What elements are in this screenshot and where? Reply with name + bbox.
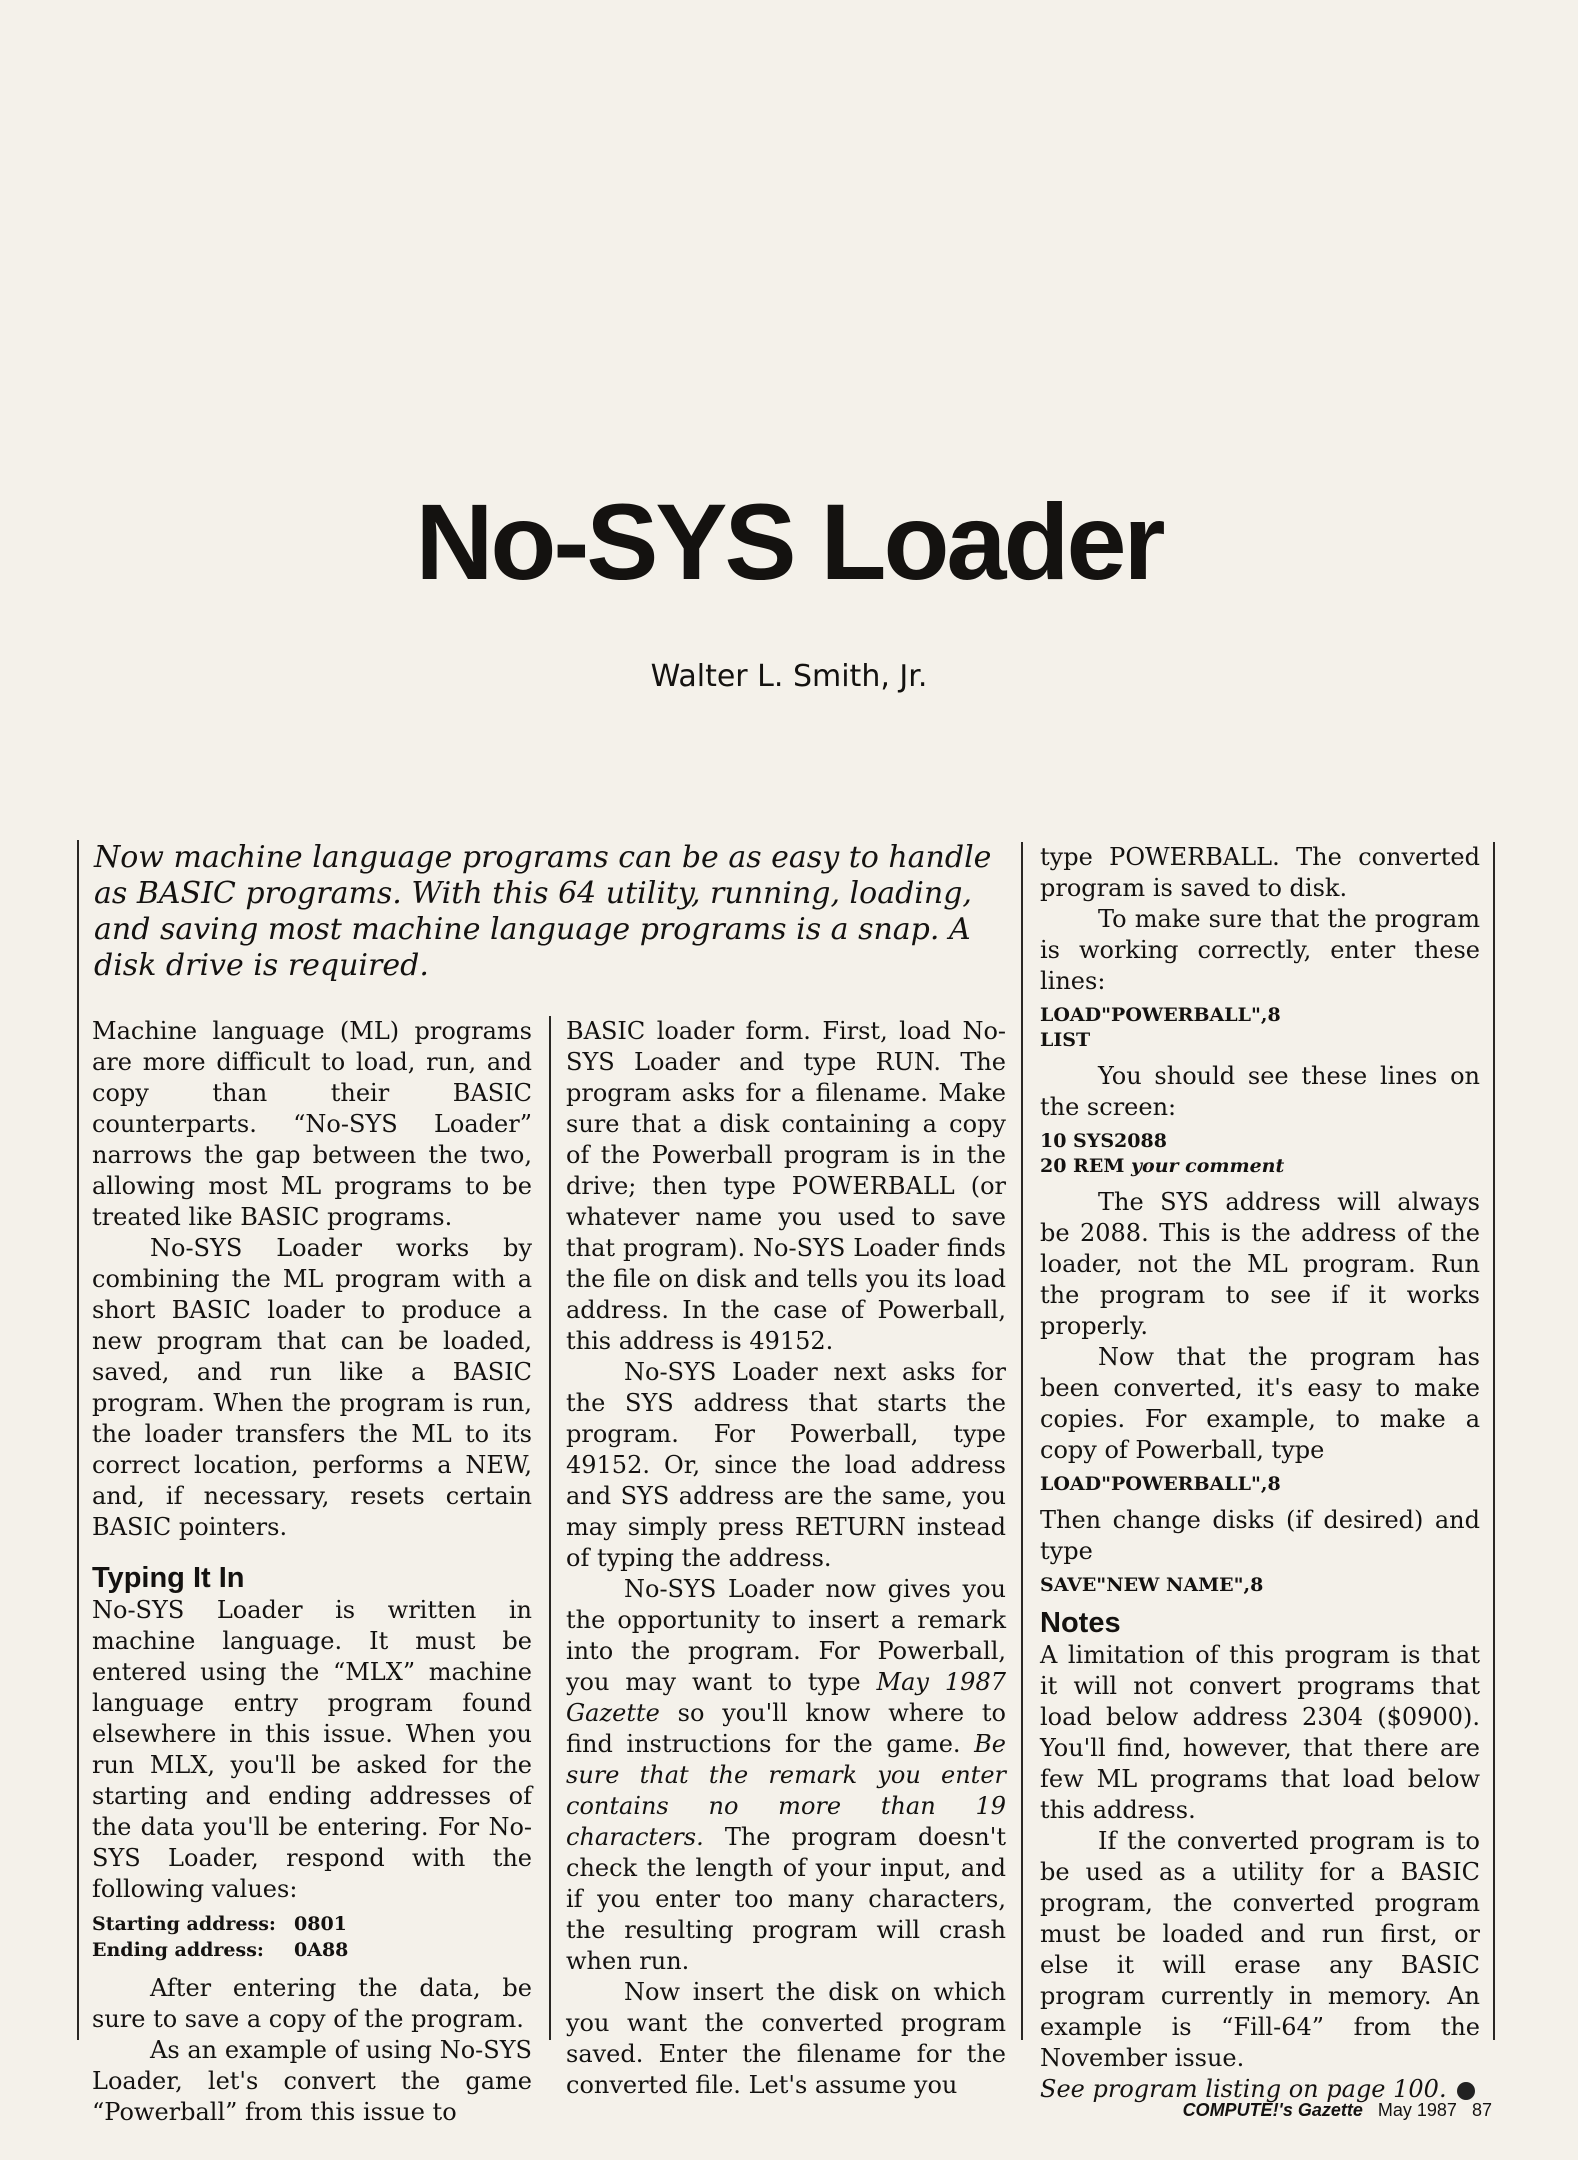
code-text: 20 REM	[1040, 1155, 1131, 1177]
code-line	[1040, 1154, 1480, 1179]
article-lead: Now machine language programs can be as easy to handle as BASIC programs. With this 64 utility, running, loading, and saving most machine language programs is a snap. A disk drive is required.	[94, 840, 992, 983]
address-table	[92, 1911, 532, 1963]
body-paragraph: If the converted program is to be used as a utility for a BASIC program, the converted program must be loaded and run first, or else it will erase any BASIC program currently in memory. An example is “Fill-64” from the November issue.	[1040, 1827, 1480, 2072]
footer-issue: May 1987	[1377, 2100, 1457, 2120]
address-row	[92, 1911, 532, 1937]
address-row	[92, 1937, 532, 1963]
address-label: Starting address:	[92, 1913, 276, 1935]
code-line: LOAD"POWERBALL",8	[1040, 1004, 1281, 1026]
column-2	[566, 1016, 1006, 2101]
italic-run: Be sure that the remark you enter contains no more than 19 characters.	[566, 1730, 1006, 1851]
article-title: No-SYS Loader	[415, 481, 1163, 602]
address-value: 0A88	[294, 1939, 349, 1961]
body-paragraph: A limitation of this program is that it will not convert programs that load below address 2304 ($0900). You'll find, however, that there are few ML programs that load below this address.	[1040, 1641, 1480, 1824]
column-3	[1040, 842, 1480, 2105]
listing-reference: See program listing on page 100.	[1040, 2075, 1447, 2103]
text-run: The program doesn't check the length of your input, and if you enter too many characters, the resulting program will crash when run.	[566, 1823, 1006, 1975]
code-line: LIST	[1040, 1029, 1091, 1051]
body-paragraph: Now that the program has been converted, it's easy to make copies. For example, to make a copy of Powerball, type	[1040, 1343, 1480, 1464]
body-paragraph: No-SYS Loader works by combining the ML program with a short BASIC loader to produce a new program that can be loaded, saved, and run like a BASIC program. When the program is run, the loader transfers the ML to its correct location, performs a NEW, and, if necessary, resets certain BASIC pointers.	[92, 1234, 532, 1541]
right-rule	[1493, 842, 1495, 2040]
text-run: No-SYS Loader now gives you the opportunity to insert a remark into the program. For Powerball, you may want to type	[566, 1575, 1006, 1696]
body-paragraph: You should see these lines on the screen:	[1040, 1062, 1480, 1121]
code-line: 10 SYS2088	[1040, 1130, 1167, 1152]
code-listing	[1040, 1472, 1480, 1497]
code-comment: your comment	[1130, 1155, 1285, 1177]
code-listing	[1040, 1573, 1480, 1598]
column-rule-1	[549, 1016, 551, 2040]
code-line: SAVE"NEW NAME",8	[1040, 1574, 1264, 1596]
text-run: so you'll know where to find instructions for the game.	[566, 1699, 1006, 1758]
body-paragraph: No-SYS Loader is written in machine language. It must be entered using the “MLX” machine language entry program found elsewhere in this issue. When you run MLX, you'll be asked for the starting and ending addresses of the data you'll be entering. For No-SYS Loader, respond with the following values:	[92, 1596, 532, 1903]
address-value: 0801	[294, 1913, 347, 1935]
code-listing	[1040, 1003, 1480, 1053]
body-paragraph: Machine language (ML) programs are more difficult to load, run, and copy than their BASIC counterparts. “No-SYS Loader” narrows the gap between the two, allowing most ML programs to be treated like BASIC programs.	[92, 1017, 532, 1231]
section-heading-notes: Notes	[1040, 1607, 1121, 1639]
body-paragraph: No-SYS Loader next asks for the SYS address that starts the program. For Powerball, type 49152. Or, since the load address and SYS address are the same, you may simply press RETURN instead of typing the address.	[566, 1358, 1006, 1572]
body-paragraph: The SYS address will always be 2088. This is the address of the loader, not the ML program. Run the program to see if it works properly.	[1040, 1188, 1480, 1340]
page-footer	[1173, 2100, 1492, 2121]
column-1	[92, 1016, 532, 2128]
body-paragraph	[566, 1574, 1006, 1977]
body-paragraph: As an example of using No-SYS Loader, let's convert the game “Powerball” from this issue to	[92, 2036, 532, 2126]
code-line: LOAD"POWERBALL",8	[1040, 1473, 1281, 1495]
address-label: Ending address:	[92, 1939, 264, 1961]
body-paragraph: To make sure that the program is working correctly, enter these lines:	[1040, 905, 1480, 995]
left-rule	[77, 840, 79, 2040]
code-listing	[1040, 1129, 1480, 1179]
end-mark-icon	[1457, 2082, 1475, 2100]
footer-page-number: 87	[1471, 2100, 1492, 2120]
section-heading-typing: Typing It In	[92, 1562, 245, 1594]
footer-magazine: COMPUTE!'s Gazette	[1182, 2100, 1363, 2120]
body-paragraph: Now insert the disk on which you want the converted program saved. Enter the filename for the converted file. Let's assume you	[566, 1978, 1006, 2099]
body-paragraph: type POWERBALL. The converted program is saved to disk.	[1040, 843, 1480, 902]
body-paragraph: Then change disks (if desired) and type	[1040, 1506, 1480, 1565]
body-paragraph: BASIC loader form. First, load No-SYS Loader and type RUN. The program asks for a filename. Make sure that a disk containing a copy of the Powerball program is in the drive; then type POWERBALL (or whatever name you used to save that program). No-SYS Loader finds the file on disk and tells you its load address. In the case of Powerball, this address is 49152.	[566, 1017, 1006, 1355]
italic-run: May 1987 Gazette	[566, 1668, 1006, 1727]
body-paragraph: After entering the data, be sure to save a copy of the program.	[92, 1974, 532, 2033]
column-rule-2	[1021, 842, 1023, 2040]
author-byline: Walter L. Smith, Jr.	[650, 659, 928, 694]
